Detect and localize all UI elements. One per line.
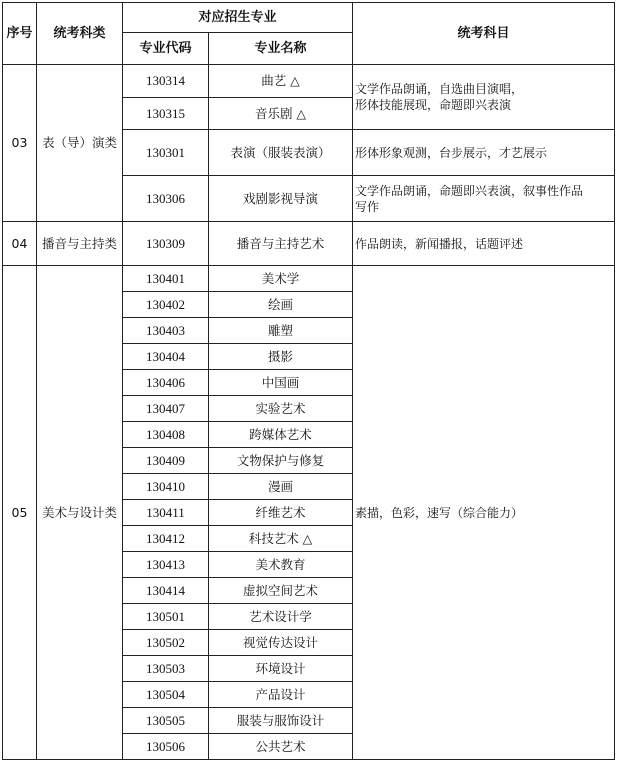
header-name: 专业名称	[209, 33, 353, 65]
group-seq: 05	[3, 266, 37, 760]
major-code: 130314	[123, 65, 209, 98]
major-name: 跨媒体艺术	[209, 422, 353, 448]
major-name: 文物保护与修复	[209, 448, 353, 474]
major-code: 130403	[123, 318, 209, 344]
major-name: 视觉传达设计	[209, 630, 353, 656]
major-code: 130505	[123, 708, 209, 734]
exam-subjects: 文学作品朗诵，命题即兴表演，叙事性作品 写作	[353, 176, 615, 222]
major-name: 服装与服饰设计	[209, 708, 353, 734]
major-code: 130309	[123, 222, 209, 266]
group-seq: 03	[3, 65, 37, 222]
group-category: 表（导）演类	[37, 65, 123, 222]
major-name: 环境设计	[209, 656, 353, 682]
exam-subjects: 形体形象观测，台步展示，才艺展示	[353, 130, 615, 176]
major-name: 艺术设计学	[209, 604, 353, 630]
major-code: 130501	[123, 604, 209, 630]
major-name: 雕塑	[209, 318, 353, 344]
major-name: 产品设计	[209, 682, 353, 708]
major-name: 公共艺术	[209, 734, 353, 760]
group-seq: 04	[3, 222, 37, 266]
major-name: 摄影	[209, 344, 353, 370]
table-row	[3, 266, 615, 292]
major-name: 漫画	[209, 474, 353, 500]
major-code: 130411	[123, 500, 209, 526]
major-code: 130410	[123, 474, 209, 500]
major-code: 130401	[123, 266, 209, 292]
group-category: 美术与设计类	[37, 266, 123, 760]
major-code: 130301	[123, 130, 209, 176]
exam-subjects: 素描，色彩，速写（综合能力）	[353, 266, 615, 760]
exam-subjects: 作品朗读，新闻播报，话题评述	[353, 222, 615, 266]
major-name: 科技艺术 △	[209, 526, 353, 552]
major-code: 130408	[123, 422, 209, 448]
major-code: 130503	[123, 656, 209, 682]
major-code: 130402	[123, 292, 209, 318]
group-category: 播音与主持类	[37, 222, 123, 266]
major-code: 130413	[123, 552, 209, 578]
major-name: 美术教育	[209, 552, 353, 578]
major-name: 戏剧影视导演	[209, 176, 353, 222]
table-row	[3, 222, 615, 266]
major-code: 130406	[123, 370, 209, 396]
major-code: 130407	[123, 396, 209, 422]
major-code: 130409	[123, 448, 209, 474]
table-row	[3, 65, 615, 98]
major-name: 虚拟空间艺术	[209, 578, 353, 604]
major-code: 130412	[123, 526, 209, 552]
header-majors-group: 对应招生专业	[123, 3, 353, 33]
major-table	[2, 2, 615, 760]
major-name: 音乐剧 △	[209, 98, 353, 130]
major-name: 实验艺术	[209, 396, 353, 422]
major-name: 美术学	[209, 266, 353, 292]
major-code: 130504	[123, 682, 209, 708]
major-code: 130506	[123, 734, 209, 760]
major-name: 纤维艺术	[209, 500, 353, 526]
exam-subjects: 文学作品朗诵，自选曲目演唱， 形体技能展现，命题即兴表演	[353, 65, 615, 130]
major-name: 绘画	[209, 292, 353, 318]
major-code: 130315	[123, 98, 209, 130]
header-category: 统考科类	[37, 3, 123, 65]
major-name: 中国画	[209, 370, 353, 396]
major-code: 130306	[123, 176, 209, 222]
major-code: 130502	[123, 630, 209, 656]
header-seq: 序号	[3, 3, 37, 65]
major-name: 表演（服装表演）	[209, 130, 353, 176]
major-name: 播音与主持艺术	[209, 222, 353, 266]
header-code: 专业代码	[123, 33, 209, 65]
major-name: 曲艺 △	[209, 65, 353, 98]
header-subjects: 统考科目	[353, 3, 615, 65]
major-code: 130414	[123, 578, 209, 604]
major-code: 130404	[123, 344, 209, 370]
